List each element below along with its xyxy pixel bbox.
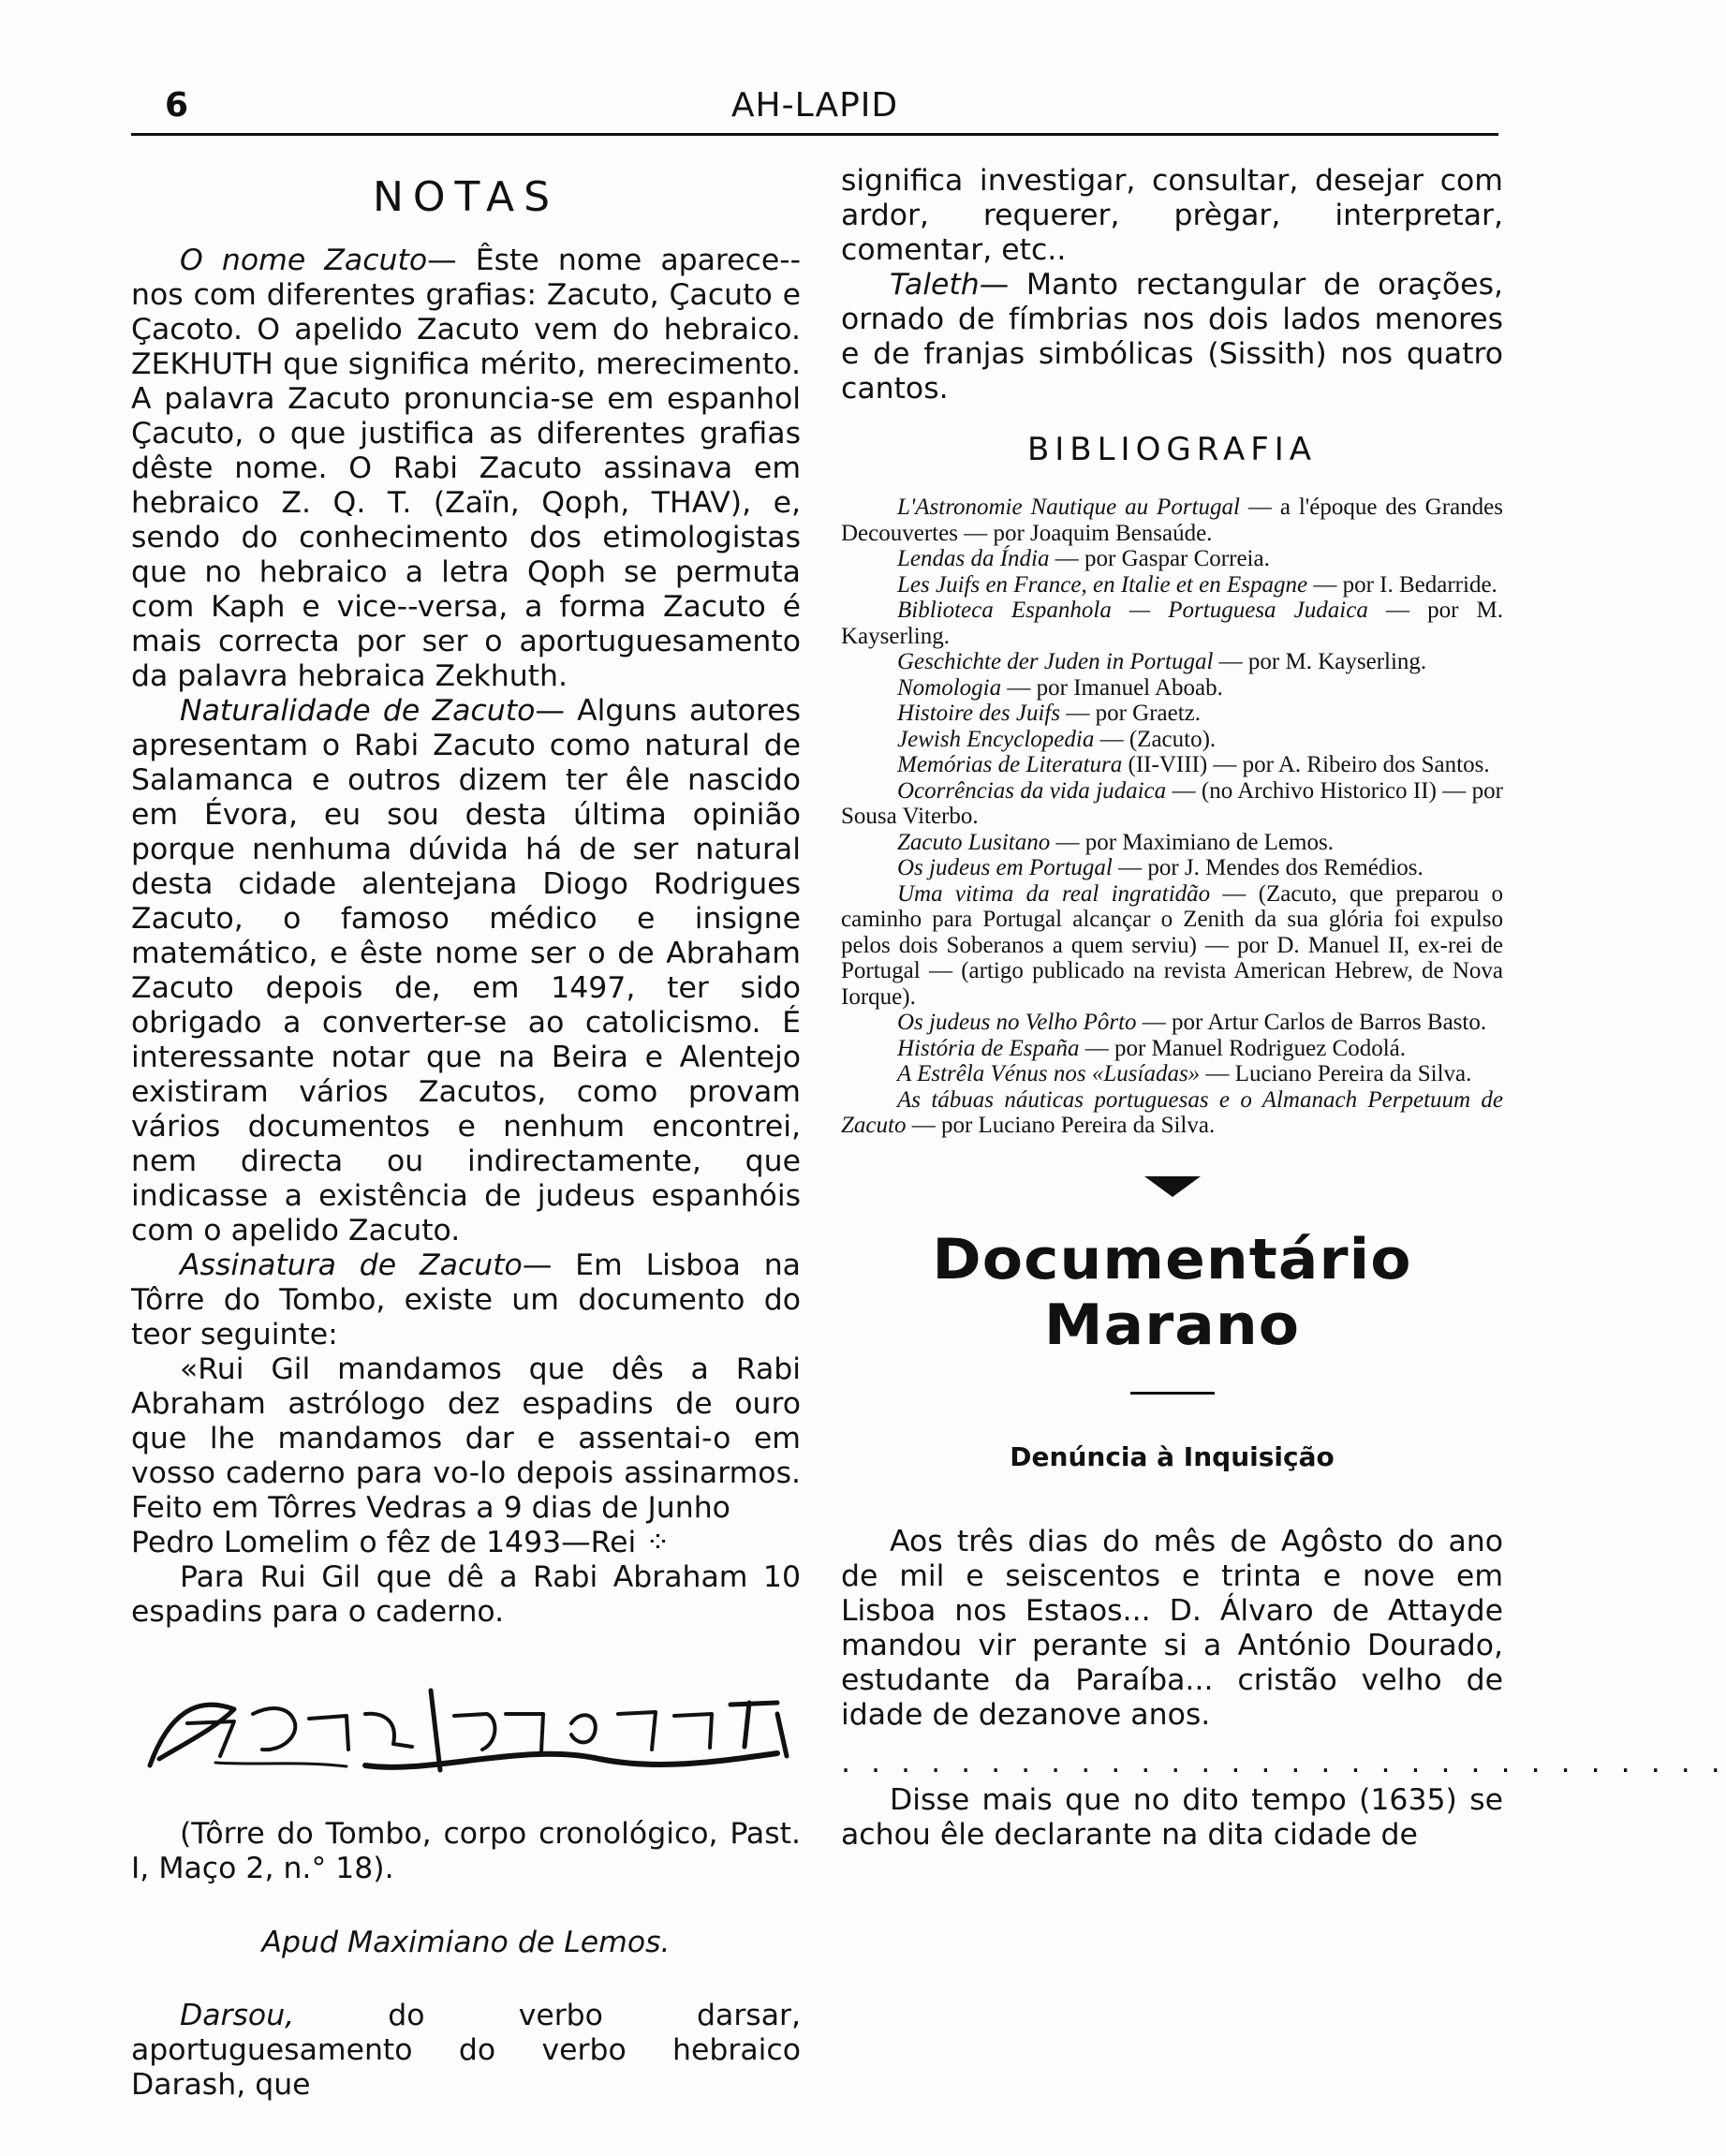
ornament xyxy=(841,1176,1503,1203)
bibliography-entry: História de España — por Manuel Rodriguez Codolá. xyxy=(897,1035,1407,1061)
document-quote: «Rui Gil mandamos que dês a Rabi Abraham astrólogo dez espadins de ouro que lhe mandamos dar e assentai-o em vosso caderno para vo-lo depois assinarmos. Feito em Tôrres Vedras a 9 dias de Junho xyxy=(131,1352,801,1525)
note-zacuto-name xyxy=(131,244,801,694)
bibliography-entry: Ocorrências da vida judaica — (no Archivo Historico II) — por Sousa Viterbo. xyxy=(841,777,1503,829)
note-text: — Alguns autores apresentam o Rabi Zacuto como natural de Salamanca e outros dizem ter êle nascido em Évora, eu sou desta última opinião porque nenhuma dúvida há de ser natural desta cidade alentejana Diogo Rodrigues Zacuto, o famoso médico e insigne matemático, e êste nome ser o de Abraham Zacuto depois de, em 1497, ter sido obrigado a converter-se ao catolicismo. É interessante notar que na Beira e Alentejo existiram vários Zacutos, como provam vários documentos e nenhum encontrei, nem directa ou indirectamente, que indicasse a existência de judeus espanhóis com o apelido Zacuto. xyxy=(131,694,801,1248)
note-text: do verbo darsar, aportuguesamento do verbo hebraico Darash, que xyxy=(131,1999,801,2102)
document-quote-signoff: Pedro Lomelim o fêz de 1493—Rei ⁘ xyxy=(131,1526,671,1559)
ellipsis-divider: . . . . . . . . . . . . . . . . . . . . . . . . . . . . . . xyxy=(841,1745,1726,1779)
bibliography-entry: Biblioteca Espanhola — Portuguesa Judaica — por M. Kayserling. xyxy=(841,598,1503,649)
bibliography-entry: Zacuto Lusitano — por Maximiano de Lemos. xyxy=(897,829,1334,855)
bibliography-entry: Nomologia — por Imanuel Aboab. xyxy=(897,674,1223,701)
hebrew-signature-image xyxy=(131,1676,801,1779)
left-column xyxy=(131,164,801,2103)
bibliography-entry: Les Juifs en France, en Italie et en Espagne — por I. Bedarride. xyxy=(897,571,1497,598)
note-lead: Taleth xyxy=(890,268,980,302)
signature-caption: (Tôrre do Tombo, corpo cronológico, Past. I, Maço 2, n.° 18). xyxy=(131,1817,801,1885)
note-darsou-continued: significa investigar, consultar, desejar com ardor, requerer, prègar, interpretar, comentar, etc.. xyxy=(841,164,1503,267)
apud-credit: Apud Maximiano de Lemos. xyxy=(261,1926,671,1959)
bibliography-entry: Histoire des Juifs — por Graetz. xyxy=(897,701,1202,726)
bibliography-entry: Memórias de Literatura (II-VIII) — por A. Ribeiro dos Santos. xyxy=(897,752,1490,777)
bibliography-entry: Uma vitima da real ingratidão — (Zacuto, que preparou o caminho para Portugal alcançar o Zenith da sua glória foi expulso pelos dois Soberanos a quem serviu) — por D. Manuel II, ex-rei de Portugal — (artigo publicado na revista American Hebrew, de Nova Iorque). xyxy=(841,880,1503,1010)
note-lead: O nome Zacuto xyxy=(180,244,428,277)
bibliography-entry: A Estrêla Vénus nos «Lusíadas» — Luciano Pereira da Silva. xyxy=(897,1061,1472,1086)
down-triangle-icon xyxy=(1144,1176,1201,1199)
note-assinatura xyxy=(131,1248,801,1352)
note-text: — Em Lisboa na Tôrre do Tombo, existe um documento do teor seguinte: xyxy=(131,1248,801,1351)
bibliography-heading: BIBLIOGRAFIA xyxy=(1026,431,1318,468)
bibliography-entry: Jewish Encyclopedia — (Zacuto). xyxy=(897,726,1217,752)
notas-heading: NOTAS xyxy=(372,173,560,221)
bibliography-entry: L'Astronomie Nautique au Portugal — a l'époque des Grandes Decouvertes — por Joaquim Bensaúde. xyxy=(841,495,1503,546)
section-title: Documentário Marano xyxy=(932,1226,1412,1358)
running-title: AH-LAPID xyxy=(730,86,899,125)
bibliography-entry: Os judeus no Velho Pôrto — por Artur Carlos de Barros Basto. xyxy=(897,1010,1487,1035)
note-taleth xyxy=(841,268,1503,406)
bibliography-entry: As tábuas náuticas portuguesas e o Almanach Perpetuum de Zacuto — por Luciano Pereira da Silva. xyxy=(841,1086,1503,1138)
note-lead: Assinatura de Zacuto xyxy=(180,1248,523,1282)
note-darsou xyxy=(131,1999,801,2103)
bibliography-list xyxy=(841,495,1503,1139)
bibliography-entry: Geschichte der Juden in Portugal — por M. Kayserling. xyxy=(897,649,1427,674)
page-number: 6 xyxy=(165,86,189,125)
note-text: — Êste nome aparece--nos com diferentes grafias: Zacuto, Çacuto e Çacoto. O apelido Zacuto vem do hebraico. ZEKHUTH que significa mérito, merecimento. A palavra Zacuto pronuncia-se em espanhol Çacuto, o que justifica as diferentes grafias dêste nome. O Rabi Zacuto assinava em hebraico Z. Q. T. (Zaïn, Qoph, THAV), e, sendo do conhecimento dos etimologistas que no hebraico a letra Qoph se permuta com Kaph e vice--versa, a forma Zacuto é mais correcta por ser o aportuguesamento da palavra hebraica Zekhuth. xyxy=(131,244,801,693)
note-lead: Darsou, xyxy=(180,1999,295,2032)
denuncia-paragraph: Aos três dias do mês de Agôsto do ano de mil e seiscentos e trinta e nove em Lisboa nos Estaos... D. Álvaro de Attayde mandou vir perante si a António Dourado, estudante da Paraíba... cristão velho de idade de dezanove anos. xyxy=(841,1524,1503,1732)
document-quote-note: Para Rui Gil que dê a Rabi Abraham 10 espadins para o caderno. xyxy=(131,1560,801,1629)
bibliography-entry: Lendas da Índia — por Gaspar Correia. xyxy=(897,546,1270,571)
note-lead: Naturalidade de Zacuto xyxy=(180,694,536,728)
note-naturalidade xyxy=(131,694,801,1248)
bibliography-entry: Os judeus em Portugal — por J. Mendes dos Remédios. xyxy=(897,855,1424,880)
page-header xyxy=(131,86,1498,136)
denuncia-continued: Disse mais que no dito tempo (1635) se achou êle declarante na dita cidade de xyxy=(841,1782,1503,1852)
section-divider xyxy=(1130,1392,1215,1395)
right-column xyxy=(841,164,1726,1853)
note-text: — Manto rectangular de orações, ornado de fímbrias nos dois lados menores e de franjas simbólicas (Sissith) nos quatro cantos. xyxy=(841,268,1503,406)
subsection-title: Denúncia à Inquisição xyxy=(1010,1440,1335,1472)
